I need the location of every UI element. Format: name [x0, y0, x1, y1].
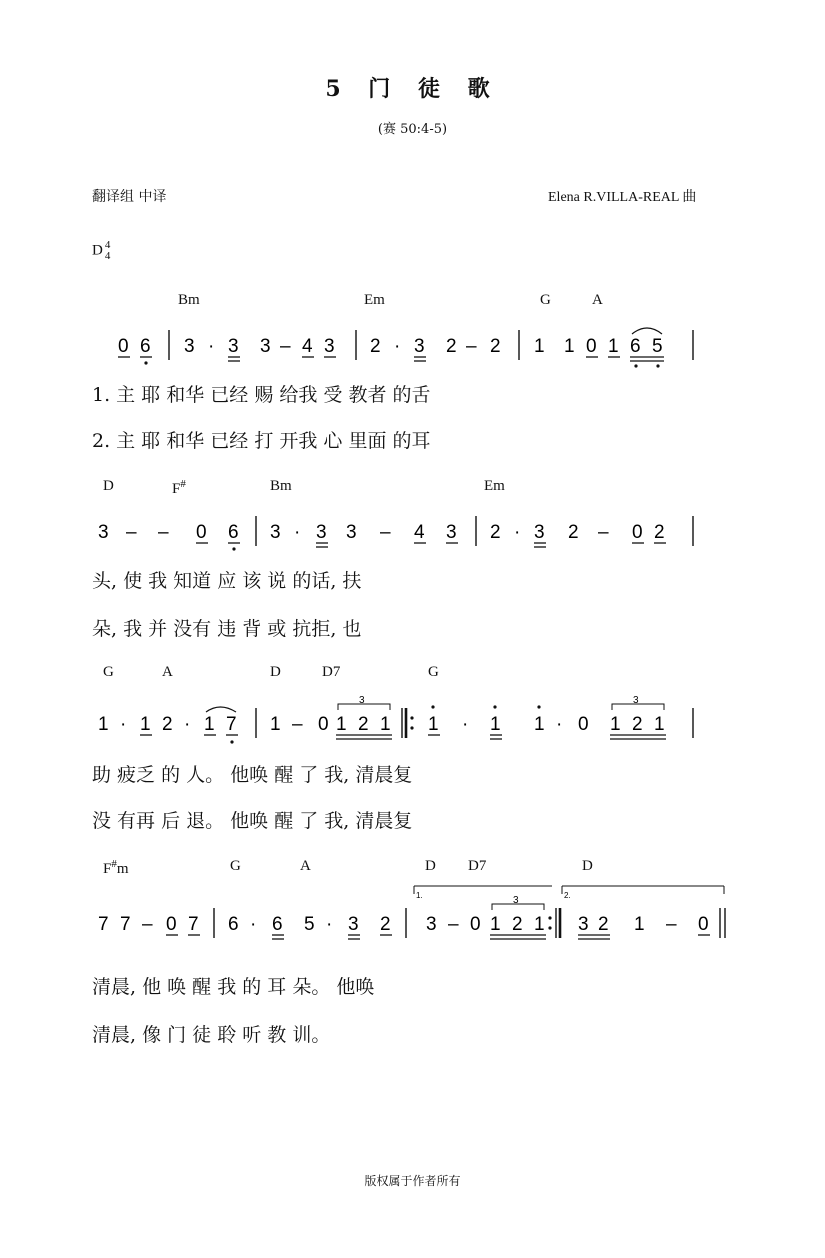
- svg-text:1: 1: [270, 714, 281, 735]
- svg-text:3: 3: [348, 914, 359, 935]
- svg-text:·: ·: [120, 714, 127, 735]
- svg-text:6: 6: [228, 522, 239, 543]
- svg-text:3: 3: [98, 522, 109, 543]
- svg-text:1: 1: [534, 714, 545, 735]
- system-1-notation: [118, 328, 693, 368]
- svg-text:3: 3: [359, 695, 365, 706]
- svg-text:–: –: [158, 522, 169, 543]
- composer-credit: Elena R.VILLA-REAL 曲: [548, 190, 697, 205]
- volta-second-label: 2.: [564, 891, 571, 900]
- copyright-footer: 版权属于作者所有: [364, 1174, 461, 1188]
- svg-text:·: ·: [250, 914, 257, 935]
- svg-text:0: 0: [118, 336, 129, 357]
- svg-text:2: 2: [358, 714, 369, 735]
- chord-s3-1: G: [103, 664, 114, 680]
- svg-text:3: 3: [446, 522, 457, 543]
- chord-s2-3: Bm: [270, 478, 292, 494]
- svg-text:1: 1: [610, 714, 621, 735]
- lyrics-s2-verse1: 头, 使 我 知道 应 该 说 的话, 扶: [92, 570, 362, 592]
- svg-text:1: 1: [428, 714, 439, 735]
- chord-s4-5: D7: [468, 858, 487, 874]
- svg-text:1: 1: [204, 714, 215, 735]
- svg-text:3: 3: [513, 895, 519, 906]
- svg-text:2: 2: [632, 714, 643, 735]
- chord-s2-4: Em: [484, 478, 505, 494]
- svg-text:0: 0: [586, 336, 597, 357]
- chord-s1-2: Em: [364, 292, 385, 308]
- svg-text:3: 3: [414, 336, 425, 357]
- svg-text:1: 1: [634, 914, 645, 935]
- svg-text:2: 2: [490, 336, 501, 357]
- svg-text:–: –: [142, 914, 153, 935]
- lyrics-s3-verse1: 助 疲乏 的 人。 他唤 醒 了 我, 清晨复: [92, 764, 413, 786]
- svg-text:3: 3: [346, 522, 357, 543]
- svg-text:1: 1: [534, 914, 545, 935]
- svg-text:2: 2: [370, 336, 381, 357]
- svg-text:2: 2: [162, 714, 173, 735]
- svg-text:4: 4: [414, 522, 425, 543]
- chord-s3-5: G: [428, 664, 439, 680]
- chord-s3-3: D: [270, 664, 281, 680]
- svg-text:–: –: [466, 336, 477, 357]
- volta-first-label: 1.: [416, 891, 423, 900]
- svg-text:1: 1: [490, 914, 501, 935]
- svg-text:1: 1: [534, 336, 545, 357]
- svg-text:1: 1: [98, 714, 109, 735]
- svg-text:7: 7: [188, 914, 199, 935]
- time-top: 4: [104, 239, 111, 251]
- chord-s2-1: D: [103, 478, 114, 494]
- svg-text:3: 3: [228, 336, 239, 357]
- chord-s3-4: D7: [322, 664, 341, 680]
- chord-s4-4: D: [425, 858, 436, 874]
- svg-text:–: –: [666, 914, 677, 935]
- chord-s4-1: F#m: [103, 858, 129, 877]
- svg-text:7: 7: [120, 914, 131, 935]
- svg-text:4: 4: [302, 336, 313, 357]
- lyrics-s4-verse2: 清晨, 像 门 徒 聆 听 教 训。: [92, 1024, 331, 1046]
- system-2-notation: [98, 516, 693, 551]
- time-bottom: 4: [104, 250, 111, 262]
- svg-text:7: 7: [226, 714, 237, 735]
- svg-text:–: –: [126, 522, 137, 543]
- lyrics-s4-verse1: 清晨, 他 唤 醒 我 的 耳 朵。 他唤: [92, 976, 375, 998]
- svg-text:6: 6: [272, 914, 283, 935]
- svg-text:7: 7: [98, 914, 109, 935]
- scripture-reference: (赛 50:4-5): [377, 122, 448, 137]
- svg-text:0: 0: [578, 714, 589, 735]
- key-note: D: [92, 242, 103, 259]
- svg-text:·: ·: [294, 522, 301, 543]
- svg-text:·: ·: [556, 714, 563, 735]
- svg-text:3: 3: [316, 522, 327, 543]
- svg-text:2: 2: [380, 914, 391, 935]
- svg-text:6: 6: [630, 336, 641, 357]
- chord-s3-2: A: [162, 664, 173, 680]
- svg-text:·: ·: [394, 336, 401, 357]
- svg-text:2: 2: [446, 336, 457, 357]
- chord-s4-2: G: [230, 858, 241, 874]
- svg-text:3: 3: [534, 522, 545, 543]
- chord-s2-2: F#: [172, 478, 186, 497]
- chord-s1-3: G: [540, 292, 551, 308]
- svg-text:·: ·: [462, 714, 469, 735]
- chord-s1-4: A: [592, 292, 603, 308]
- svg-text:2: 2: [512, 914, 523, 935]
- svg-text:3: 3: [184, 336, 195, 357]
- chord-s4-6: D: [582, 858, 593, 874]
- svg-text:·: ·: [208, 336, 215, 357]
- svg-text:·: ·: [326, 914, 333, 935]
- svg-text:0: 0: [632, 522, 643, 543]
- svg-text:6: 6: [228, 914, 239, 935]
- svg-text:3: 3: [426, 914, 437, 935]
- svg-text:–: –: [598, 522, 609, 543]
- lyrics-s3-verse2: 没 有再 后 退。 他唤 醒 了 我, 清晨复: [92, 810, 413, 832]
- svg-text:3: 3: [578, 914, 589, 935]
- svg-text:3: 3: [270, 522, 281, 543]
- svg-text:–: –: [380, 522, 391, 543]
- svg-text:2: 2: [490, 522, 501, 543]
- svg-text:0: 0: [166, 914, 177, 935]
- lyrics-s1-verse1: 1. 主 耶 和华 已经 赐 给我 受 教者 的舌: [92, 384, 431, 406]
- song-title: 5 门 徒 歌: [325, 76, 500, 102]
- svg-text:1: 1: [490, 714, 501, 735]
- system-4-notation: [98, 886, 725, 939]
- chord-s4-3: A: [300, 858, 311, 874]
- svg-text:–: –: [292, 714, 303, 735]
- svg-text:2: 2: [598, 914, 609, 935]
- chord-s1-1: Bm: [178, 292, 200, 308]
- svg-text:·: ·: [514, 522, 521, 543]
- svg-text:2: 2: [654, 522, 665, 543]
- svg-text:–: –: [448, 914, 459, 935]
- svg-text:3: 3: [324, 336, 335, 357]
- svg-text:1: 1: [380, 714, 391, 735]
- svg-text:5: 5: [652, 336, 663, 357]
- svg-text:1: 1: [608, 336, 619, 357]
- svg-text:1: 1: [336, 714, 347, 735]
- system-3-notation: [98, 695, 693, 744]
- svg-text:5: 5: [304, 914, 315, 935]
- lyrics-s2-verse2: 朵, 我 并 没有 违 背 或 抗拒, 也: [92, 618, 362, 640]
- svg-text:3: 3: [260, 336, 271, 357]
- lyricist-credit: 翻译组 中译: [92, 189, 167, 205]
- svg-text:0: 0: [470, 914, 481, 935]
- svg-text:–: –: [280, 336, 291, 357]
- svg-text:1: 1: [564, 336, 575, 357]
- svg-text:3: 3: [633, 695, 639, 706]
- lyrics-s1-verse2: 2. 主 耶 和华 已经 打 开我 心 里面 的耳: [92, 430, 431, 452]
- svg-text:0: 0: [318, 714, 329, 735]
- svg-text:1: 1: [140, 714, 151, 735]
- svg-text:6: 6: [140, 336, 151, 357]
- svg-text:·: ·: [184, 714, 191, 735]
- svg-text:0: 0: [698, 914, 709, 935]
- svg-text:0: 0: [196, 522, 207, 543]
- svg-text:2: 2: [568, 522, 579, 543]
- svg-text:1: 1: [654, 714, 665, 735]
